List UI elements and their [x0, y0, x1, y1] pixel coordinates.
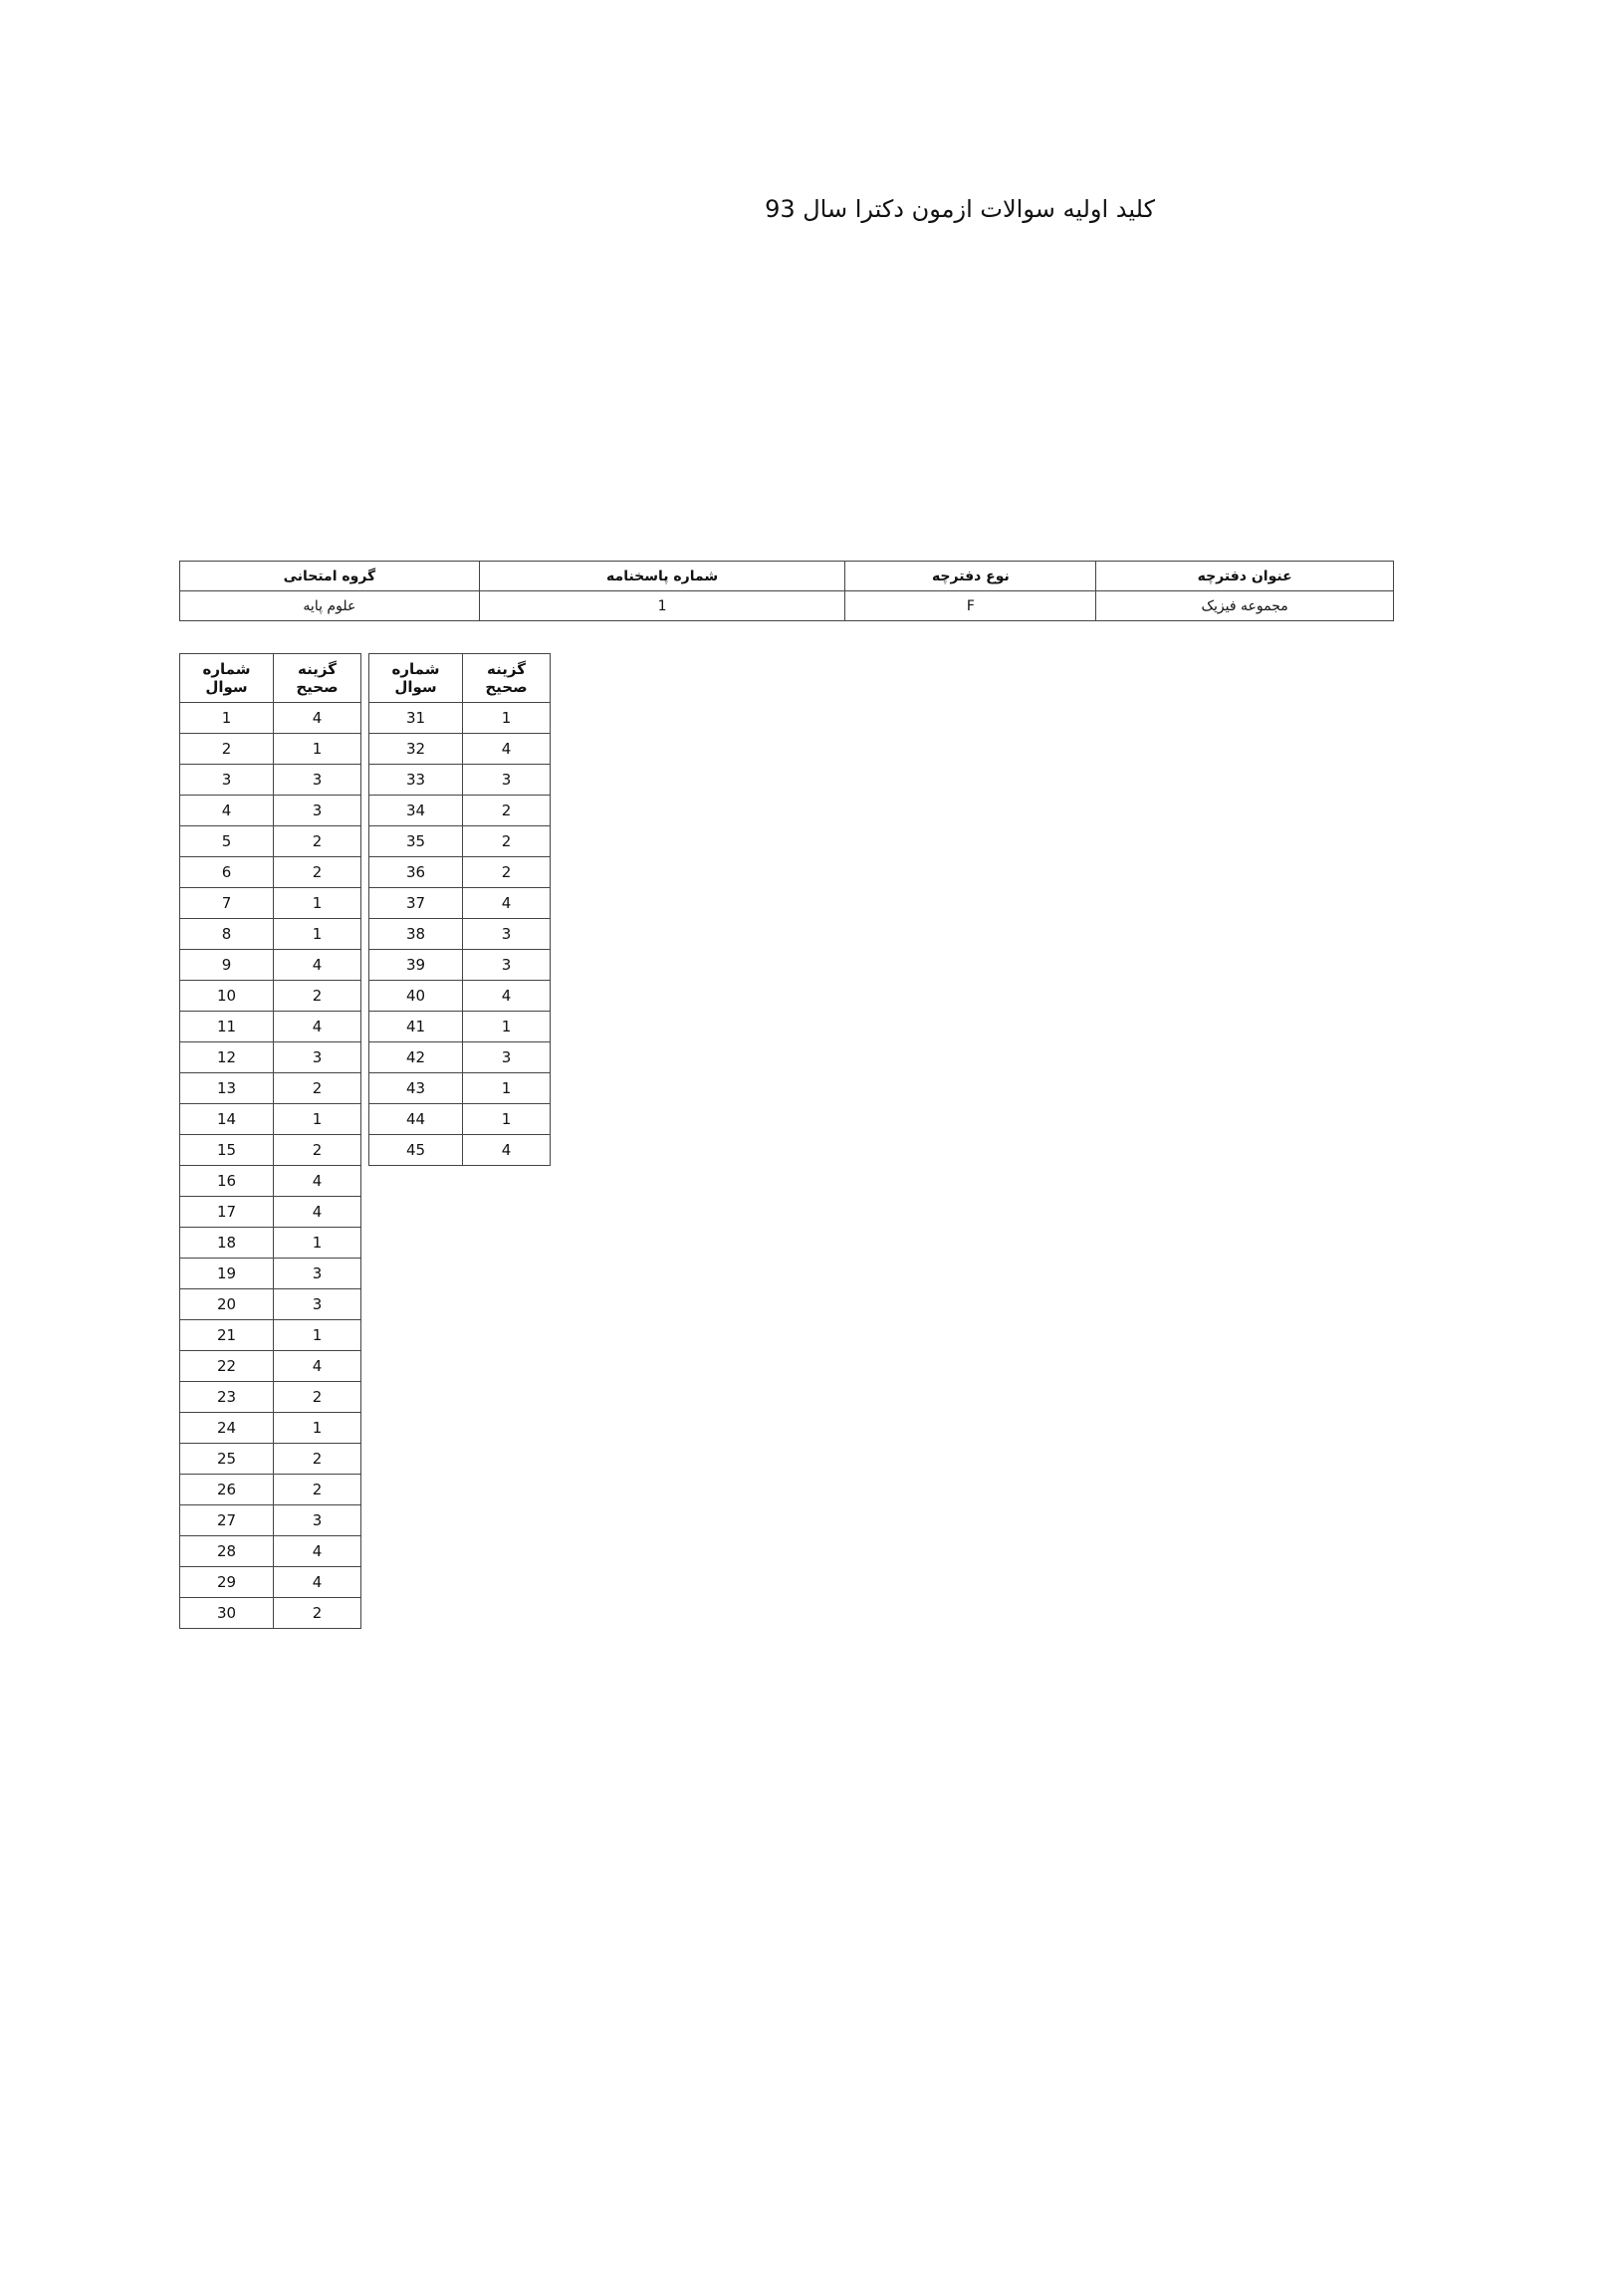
correct-option: 3: [463, 950, 551, 981]
table-row: [180, 1259, 361, 1289]
question-number: 3: [180, 765, 274, 796]
table-row: [180, 1536, 361, 1567]
table-row: [369, 1012, 551, 1042]
correct-option: 1: [274, 919, 361, 950]
question-number: 30: [180, 1598, 274, 1629]
correct-option: 3: [274, 1505, 361, 1536]
correct-option: 3: [463, 919, 551, 950]
table-row: [369, 765, 551, 796]
question-number: 23: [180, 1382, 274, 1413]
question-number: 32: [369, 734, 463, 765]
table-row: [180, 1351, 361, 1382]
exam-group-value: علوم پایه: [180, 591, 480, 621]
table-row: [180, 826, 361, 857]
correct-option: 4: [274, 950, 361, 981]
question-number: 40: [369, 981, 463, 1012]
table-row: [180, 1567, 361, 1598]
table-row: [369, 826, 551, 857]
correct-option: 3: [274, 765, 361, 796]
table-row: [180, 703, 361, 734]
question-number: 24: [180, 1413, 274, 1444]
exam-group-header: گروه امتحانی: [180, 562, 480, 591]
table-row: [369, 1073, 551, 1104]
correct-option: 2: [274, 981, 361, 1012]
correct-option: 1: [274, 1104, 361, 1135]
correct-option: 3: [274, 1259, 361, 1289]
correct-option: 3: [274, 1042, 361, 1073]
correct-option-header: گزینه صحیح: [463, 654, 551, 703]
question-number: 43: [369, 1073, 463, 1104]
page-title: کلید اولیه سوالات ازمون دکترا سال 93: [765, 195, 1155, 223]
correct-option: 4: [463, 734, 551, 765]
table-row: [369, 1042, 551, 1073]
question-number: 20: [180, 1289, 274, 1320]
question-number: 22: [180, 1351, 274, 1382]
question-number: 8: [180, 919, 274, 950]
answer-sheet-number-value: 1: [479, 591, 845, 621]
question-number: 18: [180, 1228, 274, 1259]
question-number: 33: [369, 765, 463, 796]
correct-option: 4: [274, 1166, 361, 1197]
answer-key-table-2: [368, 653, 551, 1166]
question-number: 15: [180, 1135, 274, 1166]
table-row: [369, 857, 551, 888]
table-row: [180, 1598, 361, 1629]
table-row: [180, 1104, 361, 1135]
table-row: [369, 734, 551, 765]
correct-option: 2: [274, 1598, 361, 1629]
table-row: [369, 919, 551, 950]
question-number: 25: [180, 1444, 274, 1475]
question-number: 2: [180, 734, 274, 765]
correct-option: 2: [274, 1073, 361, 1104]
question-number: 41: [369, 1012, 463, 1042]
correct-option: 2: [274, 1475, 361, 1505]
correct-option: 2: [274, 857, 361, 888]
question-number: 13: [180, 1073, 274, 1104]
table-row: [369, 796, 551, 826]
answer-key-table-1: [179, 653, 361, 1629]
table-row: [369, 950, 551, 981]
question-number: 26: [180, 1475, 274, 1505]
table-row: [180, 950, 361, 981]
table-row: [369, 1135, 551, 1166]
question-number: 12: [180, 1042, 274, 1073]
question-number: 7: [180, 888, 274, 919]
question-number: 19: [180, 1259, 274, 1289]
table-row: [180, 765, 361, 796]
correct-option: 2: [463, 796, 551, 826]
correct-option: 1: [274, 1413, 361, 1444]
table-row: [180, 1228, 361, 1259]
table-row: [180, 1505, 361, 1536]
question-number: 34: [369, 796, 463, 826]
answer-key-header-row: [180, 654, 361, 703]
correct-option: 4: [274, 1012, 361, 1042]
correct-option-header: گزینه صحیح: [274, 654, 361, 703]
correct-option: 4: [463, 981, 551, 1012]
question-number: 35: [369, 826, 463, 857]
table-row: [180, 1475, 361, 1505]
question-number: 1: [180, 703, 274, 734]
correct-option: 3: [463, 1042, 551, 1073]
correct-option: 3: [463, 765, 551, 796]
question-number: 44: [369, 1104, 463, 1135]
correct-option: 4: [463, 1135, 551, 1166]
question-number: 29: [180, 1567, 274, 1598]
correct-option: 4: [274, 1567, 361, 1598]
table-row: [180, 1073, 361, 1104]
table-row: [180, 1197, 361, 1228]
correct-option: 1: [274, 734, 361, 765]
correct-option: 4: [274, 1351, 361, 1382]
info-header-row: [180, 562, 1394, 591]
question-number: 39: [369, 950, 463, 981]
question-number: 6: [180, 857, 274, 888]
answer-key-header-row: [369, 654, 551, 703]
table-row: [180, 1320, 361, 1351]
table-row: [180, 796, 361, 826]
table-row: [180, 919, 361, 950]
question-number: 42: [369, 1042, 463, 1073]
question-number: 11: [180, 1012, 274, 1042]
correct-option: 2: [274, 1382, 361, 1413]
correct-option: 1: [274, 888, 361, 919]
question-number-header: شماره سوال: [369, 654, 463, 703]
correct-option: 1: [463, 1104, 551, 1135]
correct-option: 4: [274, 1536, 361, 1567]
question-number: 21: [180, 1320, 274, 1351]
question-number: 36: [369, 857, 463, 888]
correct-option: 1: [463, 1012, 551, 1042]
answer-sheet-number-header: شماره پاسخنامه: [479, 562, 845, 591]
question-number: 31: [369, 703, 463, 734]
table-row: [180, 1135, 361, 1166]
correct-option: 4: [274, 703, 361, 734]
correct-option: 2: [274, 1444, 361, 1475]
table-row: [180, 1012, 361, 1042]
question-number: 27: [180, 1505, 274, 1536]
correct-option: 4: [274, 1197, 361, 1228]
table-row: [180, 981, 361, 1012]
correct-option: 2: [274, 826, 361, 857]
correct-option: 1: [463, 1073, 551, 1104]
table-row: [369, 981, 551, 1012]
booklet-title-header: عنوان دفترچه: [1096, 562, 1394, 591]
table-row: [369, 888, 551, 919]
table-row: [180, 1413, 361, 1444]
table-row: [369, 703, 551, 734]
correct-option: 2: [463, 857, 551, 888]
table-row: [180, 1444, 361, 1475]
question-number: 16: [180, 1166, 274, 1197]
correct-option: 1: [274, 1320, 361, 1351]
table-row: [180, 888, 361, 919]
table-row: [180, 734, 361, 765]
question-number-header: شماره سوال: [180, 654, 274, 703]
booklet-info-table: [179, 561, 1394, 621]
table-row: [180, 1166, 361, 1197]
question-number: 5: [180, 826, 274, 857]
question-number: 38: [369, 919, 463, 950]
question-number: 9: [180, 950, 274, 981]
question-number: 37: [369, 888, 463, 919]
table-row: [180, 1042, 361, 1073]
question-number: 17: [180, 1197, 274, 1228]
table-row: [180, 1382, 361, 1413]
correct-option: 3: [274, 796, 361, 826]
table-row: [369, 1104, 551, 1135]
table-row: [180, 857, 361, 888]
question-number: 10: [180, 981, 274, 1012]
booklet-type-value: F: [845, 591, 1096, 621]
correct-option: 4: [463, 888, 551, 919]
correct-option: 1: [274, 1228, 361, 1259]
correct-option: 3: [274, 1289, 361, 1320]
question-number: 28: [180, 1536, 274, 1567]
correct-option: 2: [274, 1135, 361, 1166]
info-value-row: [180, 591, 1394, 621]
correct-option: 1: [463, 703, 551, 734]
booklet-title-value: مجموعه فیزیک: [1096, 591, 1394, 621]
question-number: 4: [180, 796, 274, 826]
table-row: [180, 1289, 361, 1320]
correct-option: 2: [463, 826, 551, 857]
question-number: 45: [369, 1135, 463, 1166]
question-number: 14: [180, 1104, 274, 1135]
booklet-type-header: نوع دفترچه: [845, 562, 1096, 591]
